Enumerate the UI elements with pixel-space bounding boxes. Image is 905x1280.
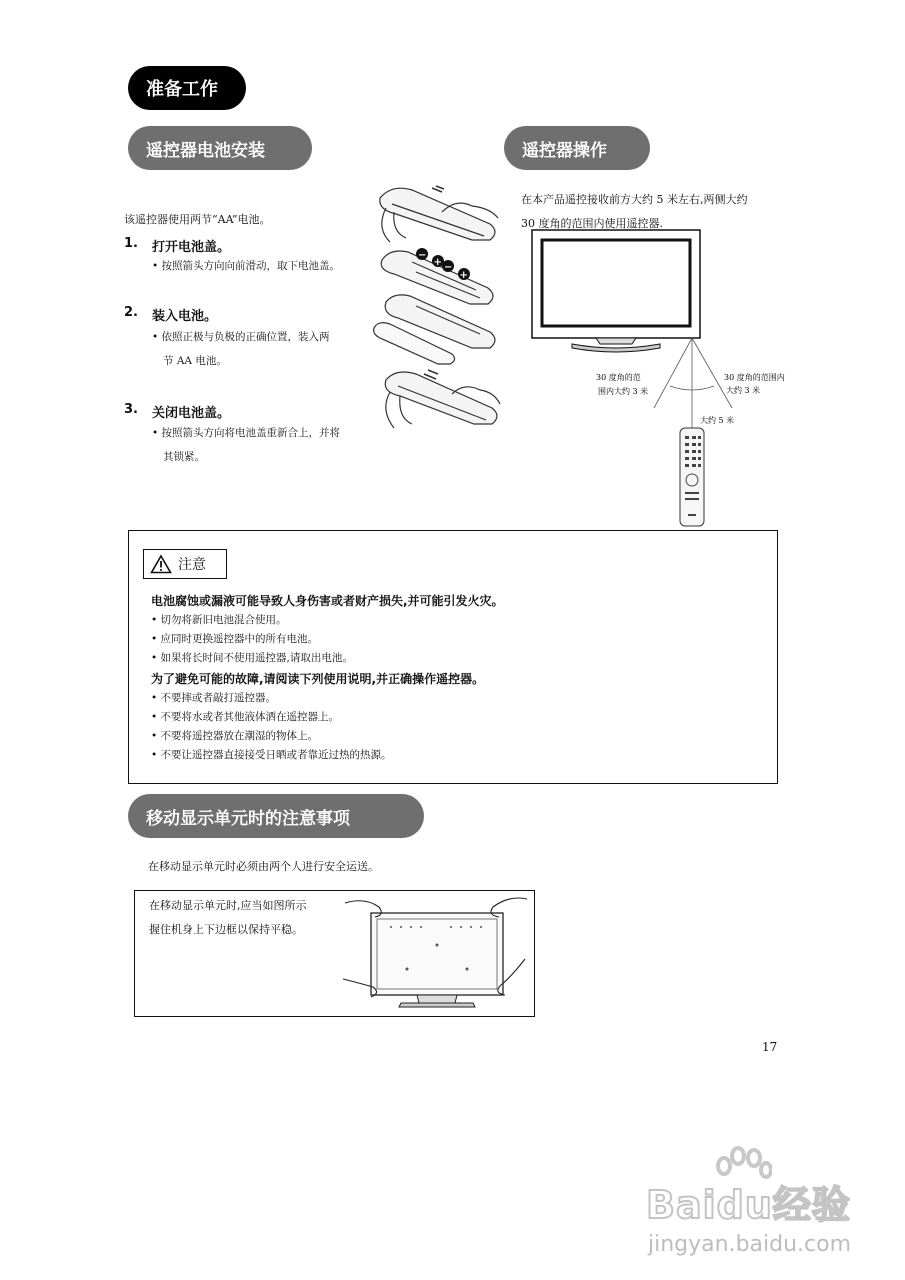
watermark-logo-text: Baidu经验 [646, 1183, 851, 1227]
tv-carry-illustration [341, 893, 531, 1013]
battery-install-illustration [372, 178, 502, 443]
caution-item-5: • 不要将水或者其他液体洒在遥控器上。 [151, 711, 340, 723]
step-2-title: 装入电池。 [152, 309, 218, 324]
caution-item-3: • 如果将长时间不使用遥控器,请取出电池。 [151, 652, 353, 664]
step-1-line-1: • 按照箭头方向向前滑动，取下电池盖。 [152, 260, 341, 272]
remote-range-diagram [520, 228, 800, 530]
step-2-line-2: 节 AA 电池。 [163, 355, 227, 367]
caution-heading-1: 电池腐蚀或漏液可能导致人身伤害或者财产损失,并可能引发火灾。 [151, 594, 504, 608]
page-number: 17 [762, 1040, 778, 1054]
range-label-center: 大约 5 米 [700, 416, 735, 425]
watermark-url: jingyan.baidu.com [648, 1232, 852, 1257]
battery-section-title: 遥控器电池安装 [146, 140, 265, 161]
warning-icon [150, 554, 172, 574]
operation-section-title-pill [504, 126, 650, 170]
caution-item-4: • 不要摔或者敲打遥控器。 [151, 692, 277, 704]
range-label-right-2: 大约 3 米 [726, 386, 761, 395]
caution-item-7: • 不要让遥控器直接接受日晒或者靠近过热的热源。 [151, 749, 392, 761]
caution-label-box [143, 549, 227, 579]
svg-text:−: − [444, 262, 453, 273]
step-1-title: 打开电池盖。 [152, 240, 231, 255]
move-section-title: 移动显示单元时的注意事项 [146, 808, 350, 829]
step-3-line-2: 其锁紧。 [163, 451, 205, 463]
move-section-title-pill [128, 794, 424, 838]
step-3-line-1: • 按照箭头方向将电池盖重新合上，并将 [152, 427, 341, 439]
caution-item-6: • 不要将遥控器放在潮湿的物体上。 [151, 730, 319, 742]
move-instruction-box [134, 890, 535, 1017]
svg-text:−: − [418, 250, 427, 261]
main-title-pill [128, 66, 246, 110]
svg-text:+: + [433, 257, 442, 268]
main-title: 准备工作 [146, 79, 218, 100]
step-2-line-1: • 依照正极与负极的正确位置，装入两 [152, 331, 330, 343]
move-box-line-1: 在移动显示单元时,应当如图所示 [149, 899, 307, 912]
svg-text:+: + [459, 270, 468, 281]
battery-section-title-pill [128, 126, 312, 170]
caution-label: 注意 [178, 557, 206, 573]
step-3-title: 关闭电池盖。 [152, 406, 231, 421]
operation-section-title: 遥控器操作 [522, 140, 607, 161]
battery-intro: 该遥控器使用两节“AA”电池。 [124, 213, 271, 226]
step-2-number: 2. [124, 305, 138, 320]
operation-desc-line-2: 30 度角的范围内使用遥控器. [521, 217, 663, 230]
step-1-number: 1. [124, 236, 138, 251]
operation-desc-line-1: 在本产品遥控接收前方大约 5 米左右,两侧大约 [521, 193, 748, 206]
range-label-left-1: 30 度角的范 [596, 373, 641, 382]
move-box-line-2: 握住机身上下边框以保持平稳。 [149, 923, 303, 936]
caution-heading-2: 为了避免可能的故障,请阅读下列使用说明,并正确操作遥控器。 [151, 672, 485, 686]
caution-item-1: • 切勿将新旧电池混合使用。 [151, 614, 287, 626]
step-3-number: 3. [124, 402, 138, 417]
baidu-jingyan-watermark [640, 1146, 870, 1266]
range-label-right-1: 30 度角的范围内 [724, 373, 785, 382]
caution-box [128, 530, 778, 784]
range-label-left-2: 围内大约 3 米 [598, 387, 649, 396]
move-intro: 在移动显示单元时必须由两个人进行安全运送。 [148, 860, 379, 873]
caution-item-2: • 应同时更换遥控器中的所有电池。 [151, 633, 319, 645]
